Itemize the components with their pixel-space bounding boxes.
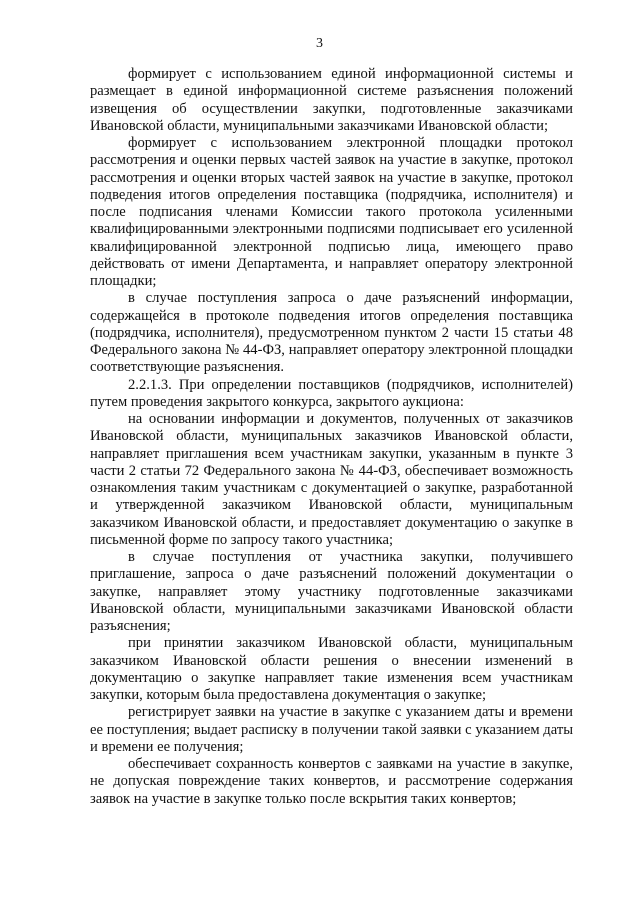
paragraph-2: формирует с использованием электронной площадки протокол рассмотрения и оценки первых частей заявок на участие в закупке, протокол рассмотрения и оценки вторых частей заявок на участие в закупке, протокол подведения итогов определения поставщика (подрядчика, исполнителя) и после подписания членами Комиссии такого протокола усиленными квалифицированными электронными подписями подписывает его усиленной квалифицированной электронной подписью лица, имеющего право действовать от имени Департамента, и направляет оператору электронной площадки; xyxy=(90,135,573,289)
paragraph-6: в случае поступления от участника закупки, получившего приглашение, запроса о даче разъяснений положений документации о закупке, направляет этому участнику подготовленные заказчиками Ивановской области, муниципальными заказчиками Ивановской области разъяснения; xyxy=(90,549,573,634)
paragraph-4-section-heading: 2.2.1.3. При определении поставщиков (подрядчиков, исполнителей) путем проведения закрытого конкурса, закрытого аукциона: xyxy=(90,376,573,410)
document-body xyxy=(90,66,573,808)
paragraph-7: при принятии заказчиком Ивановской области, муниципальным заказчиком Ивановской области решения о внесении изменений в документацию о закупке направляет такие изменения всем участникам закупки, которым была предоставлена документация о закупке; xyxy=(90,635,573,703)
paragraph-9: обеспечивает сохранность конвертов с заявками на участие в закупке, не допуская повреждение таких конвертов, и рассмотрение содержания заявок на участие в закупке только после вскрытия таких конвертов; xyxy=(90,756,573,807)
page-number: 3 xyxy=(316,36,323,51)
paragraph-8: регистрирует заявки на участие в закупке с указанием даты и времени ее поступления; выдает расписку в получении такой заявки с указанием даты и времени ее получения; xyxy=(90,704,573,755)
paragraph-1: формирует с использованием единой информационной системы и размещает в единой информационной системе разъяснения положений извещения об осуществлении закупки, подготовленные заказчиками Ивановской области, муниципальными заказчиками Ивановской области; xyxy=(90,66,573,134)
paragraph-5: на основании информации и документов, полученных от заказчиков Ивановской области, муниципальных заказчиков Ивановской области, направляет приглашения всем участникам закупки, указанным в пункте 3 части 2 статьи 72 Федерального закона № 44-ФЗ, обеспечивает возможность ознакомления таким участникам с документацией о закупке, разработанной и утвержденной заказчиком Ивановской области, муниципальным заказчиком Ивановской области, и предоставляет документацию о закупке в письменной форме по запросу такого участника; xyxy=(90,411,573,548)
paragraph-3: в случае поступления запроса о даче разъяснений информации, содержащейся в протоколе подведения итогов определения поставщика (подрядчика, исполнителя), предусмотренном пунктом 2 части 15 статьи 48 Федерального закона № 44-ФЗ, направляет оператору электронной площадки соответствующие разъяснения. xyxy=(90,290,573,376)
